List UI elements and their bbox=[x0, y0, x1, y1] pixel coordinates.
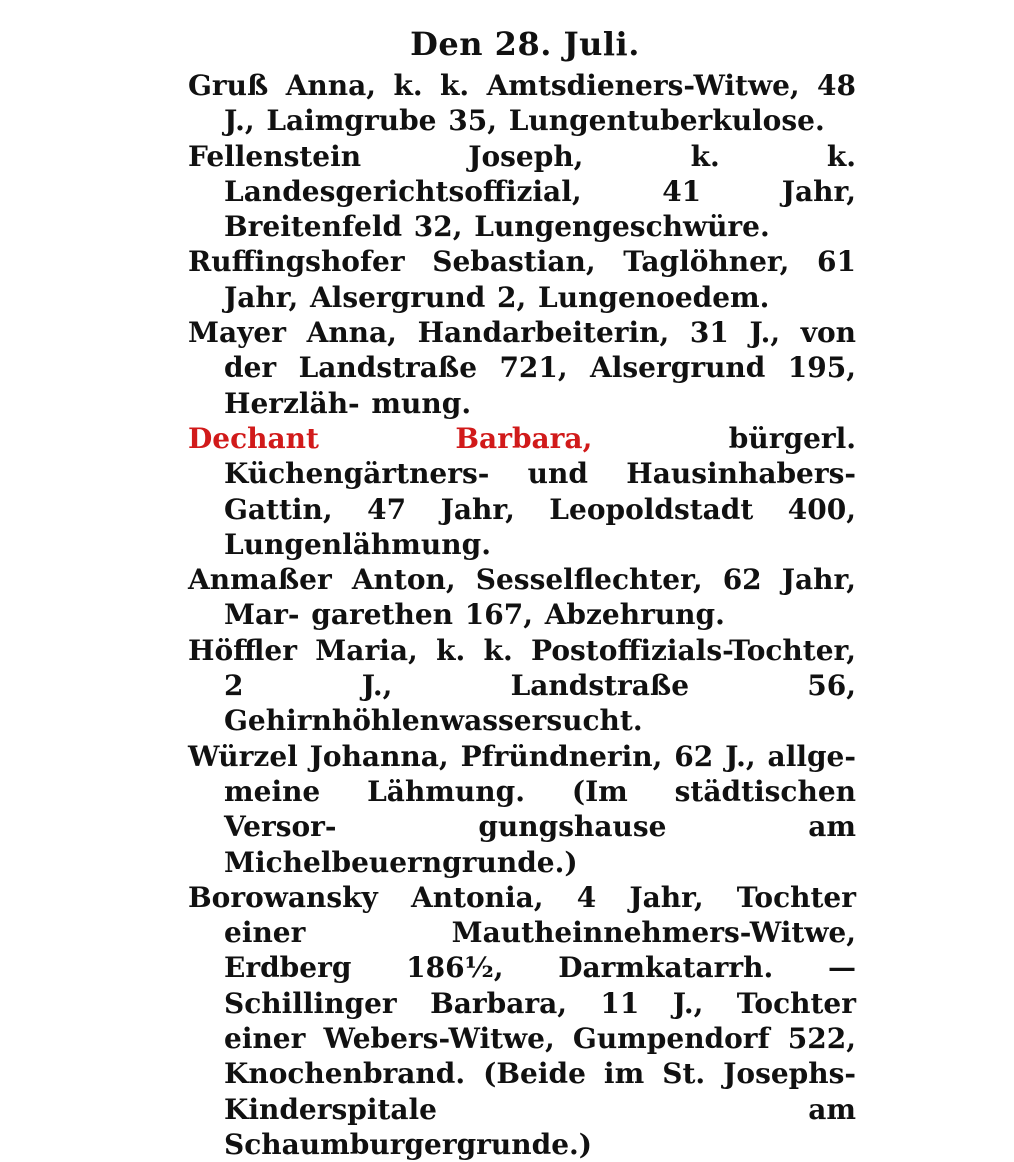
death-notice-entry bbox=[188, 562, 856, 633]
entry-details: Sesselflechter, 62 Jahr, Mar- garethen 167, Abzehrung. bbox=[224, 563, 856, 632]
death-notice-entry bbox=[188, 633, 856, 739]
entry-details: bürgerl. Küchengärtners- und Hausinhabers-Gattin, 47 Jahr, Leopoldstadt 400, Lungenlähmung. bbox=[224, 421, 857, 561]
death-notice-entry-highlighted bbox=[188, 421, 856, 562]
death-notice-list bbox=[188, 68, 856, 1162]
entry-details: k. k. Postoffizials-Tochter, 2 J., Landstraße 56, Gehirnhöhlenwassersucht. bbox=[224, 633, 856, 738]
death-notice-entry bbox=[188, 139, 856, 245]
deceased-name: Mayer Anna, bbox=[188, 316, 397, 350]
deceased-name: Ruffingshofer Sebastian, bbox=[188, 245, 596, 279]
deceased-name: Anmaßer Anton, bbox=[188, 563, 456, 597]
death-notice-entry bbox=[188, 68, 856, 139]
death-notice-entry bbox=[188, 244, 856, 315]
entry-details: Taglöhner, 61 Jahr, Alsergrund 2, Lungenoedem. bbox=[224, 245, 856, 314]
deceased-name: Borowansky Antonia, bbox=[188, 880, 544, 914]
death-notice-entry bbox=[188, 739, 856, 880]
entry-details: Pfründnerin, 62 J., allge- meine Lähmung. (Im städtischen Versor- gungshause am Michelbeuerngrunde.) bbox=[224, 739, 856, 879]
deceased-name: Höffler Maria, bbox=[188, 633, 418, 667]
highlighted-deceased-name: Dechant Barbara, bbox=[188, 421, 593, 455]
entry-details: Handarbeiterin, 31 J., von der Landstraße 721, Alsergrund 195, Herzläh- mung. bbox=[224, 316, 857, 420]
deceased-name: Würzel Johanna, bbox=[188, 739, 449, 773]
death-notice-entry bbox=[188, 315, 856, 421]
newspaper-clipping bbox=[182, 10, 868, 1161]
entry-details: 4 Jahr, Tochter einer Mautheinnehmers-Witwe, Erdberg 186½, Darmkatarrh. — Schillinger Barbara, 11 J., Tochter einer Webers-Witwe, Gumpendorf 522, Knochenbrand. (Beide im St. Josephs- Kinderspitale am Schaumburgergrunde.) bbox=[224, 880, 856, 1161]
deceased-name: Fellenstein Joseph, bbox=[188, 139, 584, 173]
entry-details: k. k. Amtsdieners-Witwe, 48 J., Laimgrube 35, Lungentuberkulose. bbox=[224, 69, 857, 138]
entry-details: k. k. Landesgerichtsoffizial, 41 Jahr, Breitenfeld 32, Lungengeschwüre. bbox=[224, 139, 857, 244]
deceased-name: Gruß Anna, bbox=[188, 69, 377, 102]
death-notice-entry bbox=[188, 880, 856, 1162]
date-heading: Den 28. Juli. bbox=[410, 25, 640, 63]
